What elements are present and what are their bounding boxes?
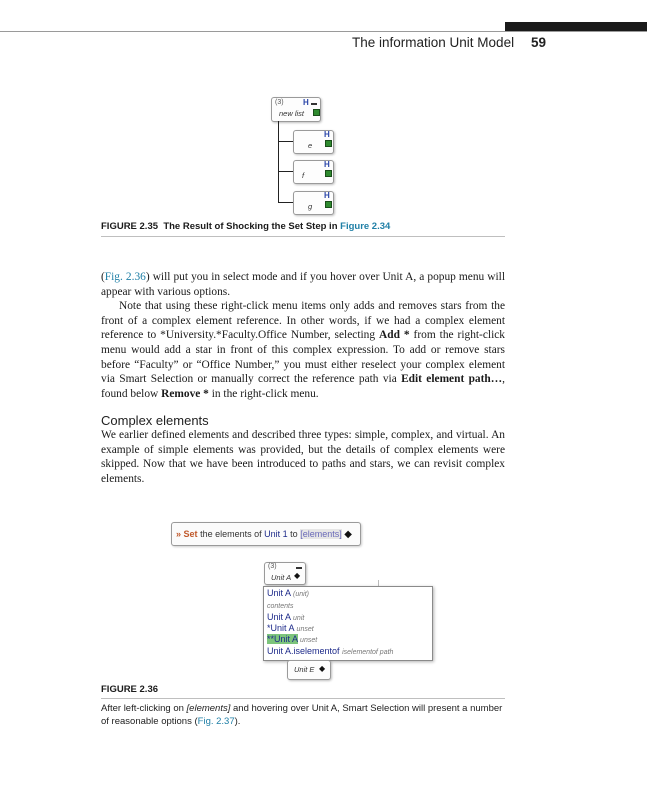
tree-branch-line bbox=[278, 202, 293, 203]
root-count: (3) bbox=[275, 99, 284, 106]
child-label: f bbox=[302, 171, 305, 180]
menu-item-name: *Unit A bbox=[267, 623, 295, 633]
smart-selection-menu bbox=[263, 586, 433, 661]
menu-term: Add * bbox=[379, 329, 410, 342]
menu-item-name: Unit A bbox=[267, 612, 291, 622]
tree-child-node-f[interactable] bbox=[293, 160, 334, 184]
paragraph-text: We earlier defined elements and described three types: simple, complex, and virtual. An example of simple elements was provided, but the details of complex elements were skipped. Now that we have been introduced to paths and stars, we can revisit complex elements. bbox=[101, 429, 505, 485]
h-icon: H bbox=[324, 130, 330, 139]
menu-item-highlighted[interactable] bbox=[267, 634, 317, 646]
menu-item-hint: (unit) bbox=[293, 591, 309, 598]
menu-item[interactable] bbox=[267, 646, 393, 658]
green-square-icon bbox=[313, 109, 320, 116]
caption-text: The Result of Shocking the Set Step in bbox=[163, 221, 338, 232]
tree-root-node[interactable] bbox=[271, 97, 321, 122]
paragraph-text: in the right-click menu. bbox=[208, 387, 319, 400]
page-number: 59 bbox=[531, 35, 547, 50]
child-label: g bbox=[308, 202, 313, 211]
menu-item-name: **Unit A bbox=[267, 634, 298, 644]
menu-item-name: Unit A bbox=[267, 588, 291, 598]
bar-text: to bbox=[290, 529, 298, 539]
menu-item-hint: unset bbox=[300, 637, 318, 644]
menu-term: Remove * bbox=[161, 387, 209, 400]
figure-link[interactable]: Fig. 2.36 bbox=[104, 271, 146, 283]
caption-rule bbox=[101, 698, 505, 699]
paragraph-text: from the right-click menu would add a star in front of this complex expression. To add or remove stars before “Faculty” or “Office Number,” you must either reselect your complex element via Smart Selection or manually correct the reference path via bbox=[101, 329, 505, 386]
unit-e-node[interactable] bbox=[287, 660, 331, 680]
tree-child-node-g[interactable] bbox=[293, 191, 334, 215]
paragraph bbox=[101, 270, 505, 299]
collapse-icon bbox=[311, 103, 317, 105]
caption-rule bbox=[101, 236, 505, 237]
unit-reference[interactable]: Unit 1 bbox=[264, 529, 288, 539]
elements-slot[interactable]: [elements] bbox=[300, 529, 342, 539]
caption-text: ). bbox=[234, 716, 241, 727]
node-label: Unit E bbox=[294, 665, 315, 674]
menu-item-hint: iselementof path bbox=[342, 649, 394, 656]
figure-link[interactable]: Figure 2.34 bbox=[340, 221, 391, 232]
paragraph-text: Note that using these right-click menu items only adds and removes stars from the front of a complex element reference. In other words, if we had a complex element reference to *University.*Faculty.Office Number, selecting bbox=[101, 300, 505, 342]
set-keyword: Set bbox=[183, 529, 198, 539]
green-square-icon bbox=[325, 170, 332, 177]
tree-child-node-e[interactable] bbox=[293, 130, 334, 154]
menu-item-hint: unit bbox=[293, 615, 305, 622]
tree-trunk-line bbox=[278, 121, 279, 203]
diamond-icon[interactable]: ◆ bbox=[294, 571, 301, 580]
root-label: new list bbox=[279, 109, 305, 118]
body-paragraphs bbox=[101, 270, 505, 401]
green-square-icon bbox=[325, 140, 332, 147]
figure-link[interactable]: Fig. 2.37 bbox=[197, 716, 235, 727]
diamond-icon[interactable]: ◆ bbox=[319, 664, 326, 673]
caption-elements: [elements] bbox=[186, 703, 231, 714]
menu-item[interactable] bbox=[267, 588, 309, 600]
paragraph bbox=[101, 299, 505, 401]
child-label: e bbox=[308, 141, 313, 150]
diamond-icon[interactable]: ◆ bbox=[344, 529, 352, 540]
paragraph-text: , found below bbox=[101, 373, 505, 400]
arrow-icon: » bbox=[176, 529, 182, 539]
bar-text: the elements of bbox=[200, 529, 262, 539]
h-icon: H bbox=[324, 191, 330, 200]
collapse-icon bbox=[296, 567, 302, 569]
section-heading: Complex elements bbox=[101, 413, 209, 428]
paren-open: ( bbox=[101, 271, 105, 283]
figure-2-36-caption-text bbox=[101, 702, 505, 728]
set-step-bar[interactable] bbox=[171, 522, 361, 546]
unit-a-node[interactable] bbox=[264, 562, 306, 585]
menu-item-name: Unit A.iselementof bbox=[267, 646, 340, 656]
running-title: The information Unit Model bbox=[352, 35, 515, 50]
caption-text: and hovering over Unit A, Smart Selection will present a number of reasonable options ( bbox=[101, 703, 503, 727]
figure-2-35-caption bbox=[101, 221, 390, 232]
menu-item-hint: contents bbox=[267, 603, 294, 610]
green-square-icon bbox=[325, 201, 332, 208]
h-icon: H bbox=[324, 160, 330, 169]
body-paragraph bbox=[101, 428, 505, 486]
figure-2-36-caption-label: FIGURE 2.36 bbox=[101, 684, 159, 695]
node-count: (3) bbox=[268, 563, 277, 570]
tree-branch-line bbox=[278, 171, 293, 172]
header-bar bbox=[505, 22, 647, 31]
node-label: Unit A bbox=[271, 573, 292, 582]
menu-item-hint: unset bbox=[296, 626, 314, 633]
caption-label: FIGURE 2.35 bbox=[101, 221, 159, 232]
caption-text: After left-clicking on bbox=[101, 703, 184, 714]
tree-branch-line bbox=[278, 141, 293, 142]
header-rule bbox=[0, 31, 647, 32]
h-icon: H bbox=[303, 98, 309, 107]
menu-item[interactable] bbox=[267, 600, 293, 612]
menu-term: Edit element path… bbox=[401, 373, 503, 386]
paragraph-text: ) will put you in select mode and if you hover over Unit A, a popup menu will appear with various options. bbox=[101, 271, 505, 298]
